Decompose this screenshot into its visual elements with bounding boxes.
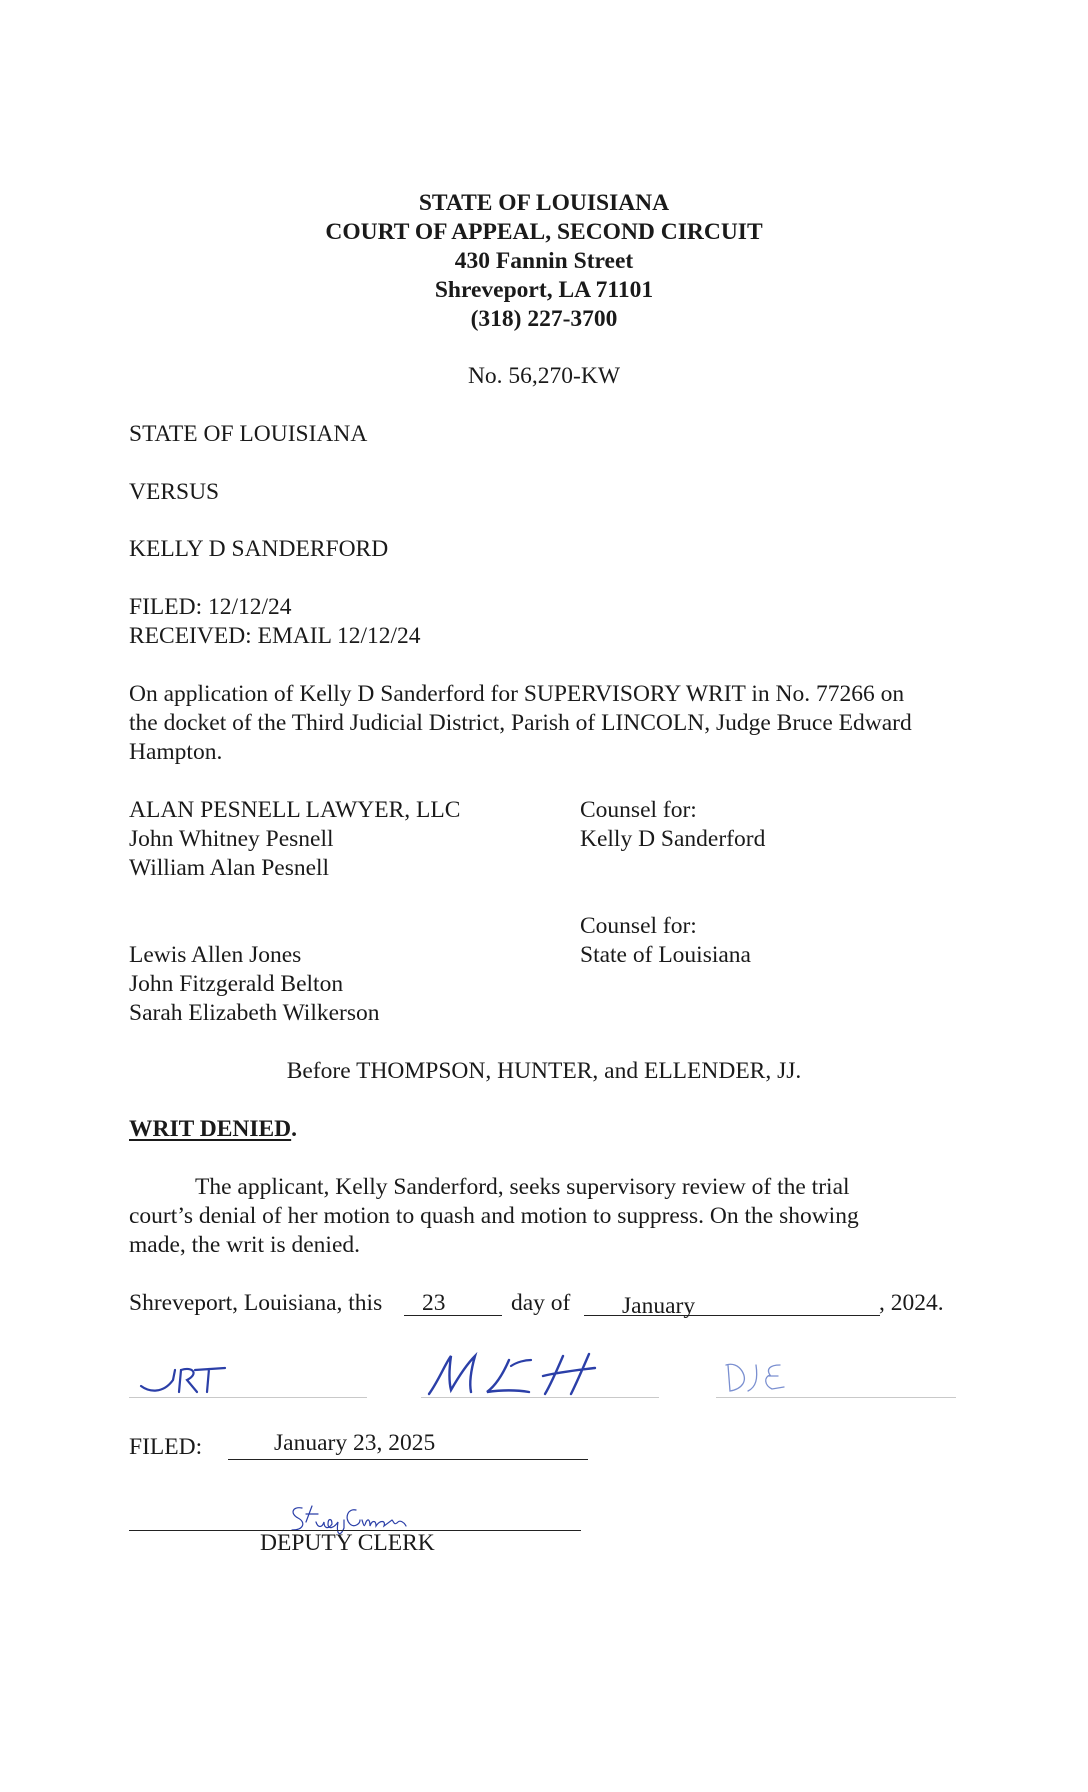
- state-client: State of Louisiana: [580, 942, 751, 968]
- caption-versus: VERSUS: [129, 479, 220, 505]
- judge-3-signature-line: [716, 1397, 956, 1398]
- court-name-line-2: COURT OF APPEAL, SECOND CIRCUIT: [325, 219, 763, 245]
- filed-footer-date: January 23, 2025: [274, 1430, 436, 1456]
- judge-2-signature: [425, 1350, 605, 1400]
- panel-judges: Before THOMPSON, HUNTER, and ELLENDER, JJ.: [286, 1058, 802, 1084]
- order-text-line-3: made, the writ is denied.: [129, 1232, 361, 1258]
- case-number: No. 56,270-KW: [467, 363, 621, 389]
- applicant-client: Kelly D Sanderford: [580, 826, 766, 852]
- court-name-line-1: STATE OF LOUISIANA: [418, 190, 670, 216]
- judge-1-signature: [135, 1358, 235, 1400]
- court-address-street: 430 Fannin Street: [454, 248, 634, 274]
- caption-plaintiff: STATE OF LOUISIANA: [129, 421, 368, 447]
- applicant-attorney-2: William Alan Pesnell: [129, 855, 330, 881]
- applicant-attorney-1: John Whitney Pesnell: [129, 826, 334, 852]
- applicant-firm: ALAN PESNELL LAWYER, LLC: [129, 797, 461, 823]
- applicant-counsel-label: Counsel for:: [580, 797, 697, 823]
- filed-date-line: [228, 1459, 588, 1460]
- application-text-line-2: the docket of the Third Judicial District, Parish of LINCOLN, Judge Bruce Edward: [129, 710, 912, 736]
- filed-footer-label: FILED:: [129, 1434, 203, 1460]
- received-date: RECEIVED: EMAIL 12/12/24: [129, 623, 421, 649]
- order-text-line-2: court’s denial of her motion to quash and motion to suppress. On the showing: [129, 1203, 859, 1229]
- ruling-text: WRIT DENIED: [129, 1116, 292, 1142]
- state-counsel-label: Counsel for:: [580, 913, 697, 939]
- ruling-period: .: [291, 1116, 298, 1142]
- judge-3-signature: [722, 1355, 792, 1397]
- state-attorney-3: Sarah Elizabeth Wilkerson: [129, 1000, 380, 1026]
- state-attorney-2: John Fitzgerald Belton: [129, 971, 344, 997]
- day-blank-line: [404, 1315, 502, 1316]
- dated-year: , 2024.: [879, 1290, 944, 1316]
- dated-day-of: day of: [511, 1290, 571, 1316]
- ruling-heading: [129, 1115, 297, 1144]
- order-text-line-1: The applicant, Kelly Sanderford, seeks supervisory review of the trial: [195, 1174, 850, 1200]
- application-text-line-3: Hampton.: [129, 739, 223, 765]
- court-phone: (318) 227-3700: [470, 306, 618, 332]
- dated-month: January: [622, 1293, 696, 1319]
- filed-date: FILED: 12/12/24: [129, 594, 292, 620]
- dated-prefix: Shreveport, Louisiana, this: [129, 1290, 383, 1316]
- court-address-city: Shreveport, LA 71101: [434, 277, 654, 303]
- dated-day: 23: [422, 1290, 446, 1316]
- application-text-line-1: On application of Kelly D Sanderford for SUPERVISORY WRIT in No. 77266 on: [129, 681, 905, 707]
- caption-defendant: KELLY D SANDERFORD: [129, 536, 389, 562]
- deputy-clerk-title: DEPUTY CLERK: [260, 1530, 435, 1556]
- state-attorney-1: Lewis Allen Jones: [129, 942, 302, 968]
